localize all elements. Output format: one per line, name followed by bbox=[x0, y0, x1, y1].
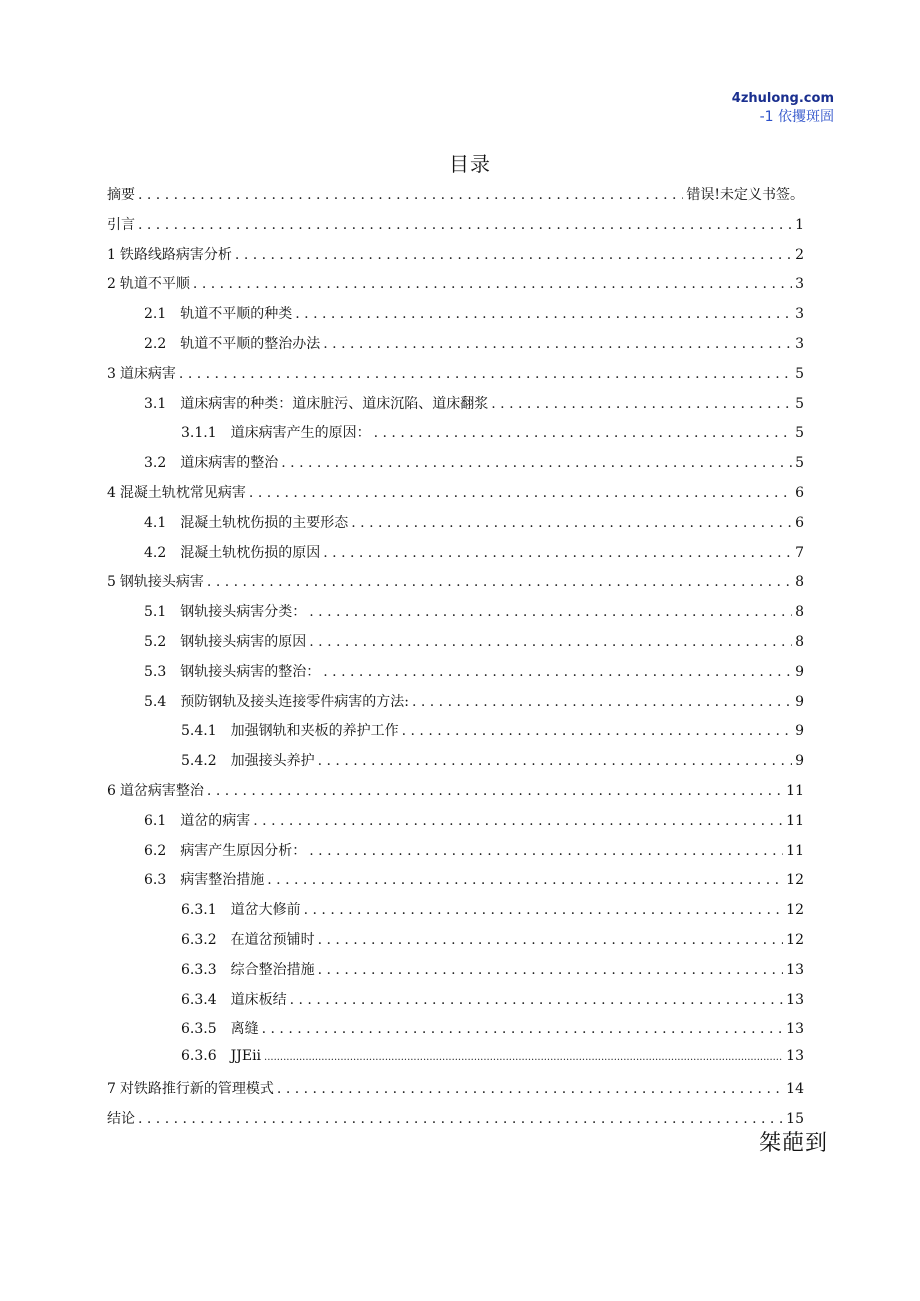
toc-leader-dots bbox=[264, 1048, 783, 1064]
toc-leader-dots bbox=[179, 366, 792, 382]
toc-entry-title: 道床病害产生的原因： bbox=[230, 425, 371, 442]
toc-entry-page: 13 bbox=[786, 1048, 804, 1065]
toc-entry-page: 1 bbox=[795, 216, 804, 233]
toc-entry-title: 离缝 bbox=[230, 1021, 259, 1038]
toc-entry-title: 轨道不平顺 bbox=[119, 276, 190, 293]
toc-entry-page: 9 bbox=[795, 663, 804, 680]
toc-entry-title: 钢轨接头病害的原因 bbox=[180, 633, 307, 650]
toc-leader-dots bbox=[249, 485, 792, 501]
toc-leader-dots bbox=[138, 187, 683, 203]
toc-entry-number: 6.3.4 bbox=[181, 991, 217, 1008]
toc-entry[interactable] bbox=[107, 214, 804, 244]
toc-entry-page: 15 bbox=[786, 1110, 804, 1127]
toc-title: 目录 bbox=[449, 152, 491, 176]
toc-entry-title: 混凝土轨枕伤损的原因 bbox=[180, 544, 321, 561]
toc-entry[interactable] bbox=[107, 1108, 804, 1138]
toc-entry[interactable] bbox=[107, 482, 804, 512]
toc-entry[interactable] bbox=[107, 631, 804, 661]
footer-text: 桀葩到 bbox=[758, 1131, 828, 1156]
toc-entry[interactable] bbox=[107, 1078, 804, 1108]
toc-entry-number: 5 bbox=[107, 574, 116, 591]
toc-entry-title: 道床病害 bbox=[119, 365, 176, 382]
toc-entry-number: 5.4.1 bbox=[181, 723, 217, 740]
toc-entry-number: 6.3.3 bbox=[181, 961, 217, 978]
toc-leader-dots bbox=[290, 992, 784, 1008]
toc-entry-title: 在道岔预铺时 bbox=[230, 931, 315, 948]
toc-entry-page: 6 bbox=[795, 484, 804, 501]
toc-entry-title: 加强接头养护 bbox=[230, 753, 315, 770]
toc-leader-dots bbox=[295, 306, 792, 322]
toc-entry-number: 6.3.6 bbox=[181, 1048, 217, 1065]
toc-leader-dots bbox=[207, 574, 792, 590]
toc-entry-page: 3 bbox=[795, 306, 804, 323]
toc-entry-number: 6.3.1 bbox=[181, 902, 217, 919]
toc-entry-page: 13 bbox=[786, 1021, 804, 1038]
toc-entry-number: 3.1.1 bbox=[181, 425, 217, 442]
toc-entry-number: 6.1 bbox=[144, 812, 167, 829]
toc-entry-title: 预防钢轨及接头连接零件病害的方法: bbox=[180, 693, 409, 710]
toc-entry-title: JJEii bbox=[230, 1048, 262, 1065]
toc-entry[interactable] bbox=[107, 750, 804, 780]
toc-entry[interactable] bbox=[107, 273, 804, 303]
toc-entry-number: 1 bbox=[107, 246, 116, 263]
toc-entry[interactable] bbox=[107, 601, 804, 631]
toc-leader-dots bbox=[304, 902, 784, 918]
toc-entry-title: 混凝土轨枕伤损的主要形态 bbox=[180, 514, 349, 531]
toc-entry-page: 11 bbox=[786, 842, 804, 859]
toc-entry-page: 6 bbox=[795, 514, 804, 531]
toc-entry-number: 3 bbox=[107, 365, 116, 382]
toc-entry[interactable] bbox=[107, 184, 804, 214]
toc-entry-page: 2 bbox=[795, 246, 804, 263]
toc-entry[interactable] bbox=[107, 363, 804, 393]
toc-entry-number: 3.2 bbox=[144, 455, 167, 472]
toc-entry-title: 钢轨接头病害分类： bbox=[180, 604, 307, 621]
toc-leader-dots bbox=[318, 932, 784, 948]
toc-entry-page: 3 bbox=[795, 335, 804, 352]
toc-entry-number: 5.4 bbox=[144, 693, 167, 710]
toc-entry-title: 病害产生原因分析： bbox=[180, 842, 307, 859]
toc-entry-page: 9 bbox=[795, 723, 804, 740]
toc-entry-title: 对铁路推行新的管理模式 bbox=[119, 1080, 274, 1097]
toc-entry[interactable] bbox=[107, 959, 804, 989]
toc-entry[interactable] bbox=[107, 929, 804, 959]
toc-entry-number: 4 bbox=[107, 484, 116, 501]
toc-entry-page: 5 bbox=[795, 365, 804, 382]
toc-entry-page: 错误!未定义书签。 bbox=[686, 187, 804, 203]
toc-entry[interactable] bbox=[107, 452, 804, 482]
toc-entry[interactable] bbox=[107, 810, 804, 840]
toc-leader-dots bbox=[207, 783, 783, 799]
watermark-logo: 4zhulong.com bbox=[731, 91, 834, 106]
watermark bbox=[732, 90, 834, 126]
toc-leader-dots bbox=[374, 425, 792, 441]
toc-leader-dots bbox=[412, 694, 792, 710]
toc-entry-number: 4.2 bbox=[144, 544, 167, 561]
toc-entry-title: 轨道不平顺的整治办法 bbox=[180, 335, 321, 352]
toc-leader-dots bbox=[281, 455, 792, 471]
toc-leader-dots bbox=[309, 604, 792, 620]
toc-entry-page: 11 bbox=[786, 782, 804, 799]
toc-leader-dots bbox=[309, 843, 783, 859]
toc-entry-page: 11 bbox=[786, 812, 804, 829]
toc-entry-number: 7 bbox=[107, 1080, 116, 1097]
toc-leader-dots bbox=[309, 634, 792, 650]
toc-entry-page: 5 bbox=[795, 455, 804, 472]
toc-entry[interactable] bbox=[107, 780, 804, 810]
toc-entry[interactable] bbox=[107, 840, 804, 870]
toc-entry-title: 病害整治措施 bbox=[180, 872, 265, 889]
toc-entry[interactable] bbox=[107, 869, 804, 899]
toc-entry-title: 道岔病害整治 bbox=[119, 782, 204, 799]
toc-entry-number: 5.4.2 bbox=[181, 753, 217, 770]
toc-leader-dots bbox=[402, 723, 792, 739]
toc-entry[interactable] bbox=[107, 333, 804, 363]
toc-entry-number: 2.2 bbox=[144, 335, 167, 352]
toc-leader-dots bbox=[138, 1111, 783, 1127]
toc-entry-page: 13 bbox=[786, 961, 804, 978]
toc-entry-number: 6.3.5 bbox=[181, 1021, 217, 1038]
toc-entry-title: 引言 bbox=[107, 216, 135, 233]
toc-entry[interactable] bbox=[107, 1018, 804, 1048]
toc-entry-page: 14 bbox=[786, 1080, 804, 1097]
toc-leader-dots bbox=[277, 1081, 783, 1097]
toc-leader-dots bbox=[318, 753, 792, 769]
toc-entry[interactable] bbox=[107, 989, 804, 1019]
toc-entry-title: 综合整治措施 bbox=[230, 961, 315, 978]
toc-entry[interactable] bbox=[107, 720, 804, 750]
toc-leader-dots bbox=[262, 1021, 784, 1037]
toc-leader-dots bbox=[318, 962, 784, 978]
toc-entry[interactable] bbox=[107, 542, 804, 572]
toc-leader-dots bbox=[323, 664, 792, 680]
toc-entry[interactable] bbox=[107, 244, 804, 274]
toc-entry-title: 钢轨接头病害的整治： bbox=[180, 663, 321, 680]
toc-entry-title: 道床病害的种类：道床脏污、道床沉陷、道床翻浆 bbox=[180, 395, 489, 412]
toc-entry-page: 5 bbox=[795, 395, 804, 412]
toc-entry-page: 9 bbox=[795, 753, 804, 770]
toc-entry-number: 2 bbox=[107, 276, 116, 293]
toc-entry-title: 轨道不平顺的种类 bbox=[180, 306, 293, 323]
toc-entry-page: 12 bbox=[786, 902, 804, 919]
toc-entry[interactable] bbox=[107, 303, 804, 333]
toc-leader-dots bbox=[253, 813, 783, 829]
toc-entry[interactable] bbox=[107, 422, 804, 452]
toc-entry-title: 加强钢轨和夹板的养护工作 bbox=[230, 723, 399, 740]
table-of-contents bbox=[107, 184, 804, 1138]
toc-entry-page: 3 bbox=[795, 276, 804, 293]
toc-leader-dots bbox=[351, 515, 792, 531]
toc-entry-page: 12 bbox=[786, 872, 804, 889]
toc-entry-page: 13 bbox=[786, 991, 804, 1008]
toc-leader-dots bbox=[491, 396, 792, 412]
toc-entry-title: 铁路线路病害分析 bbox=[119, 246, 232, 263]
toc-entry-title: 道岔的病害 bbox=[180, 812, 251, 829]
toc-entry-title: 道岔大修前 bbox=[230, 902, 301, 919]
toc-entry-number: 2.1 bbox=[144, 306, 167, 323]
toc-entry-title: 混凝土轨枕常见病害 bbox=[119, 484, 246, 501]
toc-entry-page: 12 bbox=[786, 931, 804, 948]
toc-leader-dots bbox=[267, 872, 783, 888]
toc-entry-number: 6.3.2 bbox=[181, 931, 217, 948]
toc-entry-page: 7 bbox=[795, 544, 804, 561]
toc-leader-dots bbox=[138, 217, 792, 233]
toc-entry-number: 6.3 bbox=[144, 872, 167, 889]
toc-entry-title: 道床板结 bbox=[230, 991, 287, 1008]
toc-entry-number: 6.2 bbox=[144, 842, 167, 859]
toc-entry-number: 5.2 bbox=[144, 633, 167, 650]
toc-entry-number: 4.1 bbox=[144, 514, 167, 531]
toc-entry-page: 9 bbox=[795, 693, 804, 710]
toc-entry-number: 6 bbox=[107, 782, 116, 799]
toc-entry[interactable] bbox=[107, 571, 804, 601]
toc-leader-dots bbox=[323, 545, 792, 561]
toc-entry[interactable] bbox=[107, 393, 804, 423]
toc-entry[interactable] bbox=[107, 691, 804, 721]
toc-entry-title: 道床病害的整治 bbox=[180, 455, 279, 472]
toc-entry[interactable] bbox=[107, 899, 804, 929]
toc-entry-page: 8 bbox=[795, 574, 804, 591]
toc-entry[interactable] bbox=[107, 512, 804, 542]
toc-entry-title: 结论 bbox=[107, 1110, 135, 1127]
toc-entry-title: 钢轨接头病害 bbox=[119, 574, 204, 591]
toc-entry-number: 5.3 bbox=[144, 663, 167, 680]
toc-entry[interactable] bbox=[107, 1048, 804, 1078]
toc-entry-page: 8 bbox=[795, 604, 804, 621]
toc-entry-title: 摘要 bbox=[107, 187, 135, 203]
toc-entry-number: 5.1 bbox=[144, 604, 167, 621]
toc-entry-page: 5 bbox=[795, 425, 804, 442]
toc-leader-dots bbox=[323, 336, 792, 352]
toc-entry-number: 3.1 bbox=[144, 395, 167, 412]
toc-entry-page: 8 bbox=[795, 633, 804, 650]
toc-leader-dots bbox=[193, 276, 792, 292]
watermark-subtitle: -1 依攫斑圄 bbox=[759, 109, 834, 125]
toc-leader-dots bbox=[235, 247, 792, 263]
toc-entry[interactable] bbox=[107, 661, 804, 691]
